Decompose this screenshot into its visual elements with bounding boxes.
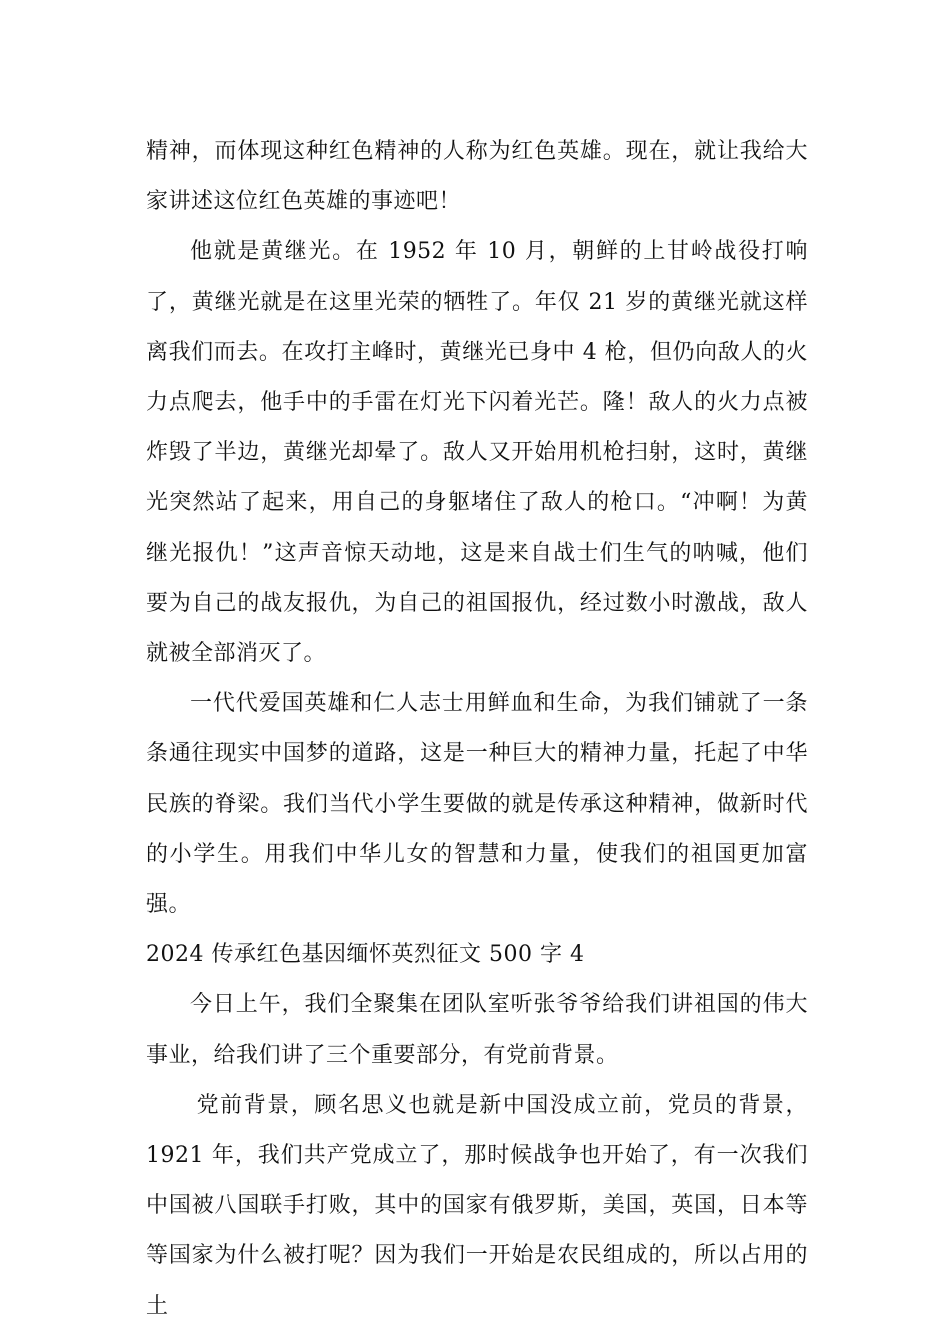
paragraph-party-background: 党前背景，顾名思义也就是新中国没成立前，党员的背景，1921 年，我们共产党成立了，那时候战争也开始了，有一次我们中国被八国联手打败，其中的国家有俄罗斯，美国，英国，日本等等国家为什么被打呢？因为我们一开始是农民组成的，所以占用的土: [146, 1092, 808, 1319]
paragraph-team-room-lecture: 今日上午，我们全聚集在团队室听张爷爷给我们讲祖国的伟大事业，给我们讲了三个重要部分，有党前背景。: [146, 992, 808, 1068]
essay-heading: 2024 传承红色基因缅怀英烈征文 500 字 4: [146, 942, 585, 968]
paragraph-huang-jiguang-story: 他就是黄继光。在 1952 年 10 月，朝鲜的上甘岭战役打响了，黄继光就是在这里光荣的牺牲了。年仅 21 岁的黄继光就这样离我们而去。在攻打主峰时，黄继光已身中 4 枪，但仍向敌人的火力点爬去，他手中的手雷在灯光下闪着光芒。隆！敌人的火力点被炸毁了半边，黄继光却晕了。敌人又开始用机枪扫射，这时，黄继光突然站了起来，用自己的身躯堵住了敌人的枪口。“冲啊！为黄继光报仇！”这声音惊天动地，这是来自战士们生气的呐喊，他们要为自己的战友报仇，为自己的祖国报仇，经过数小时激战，敌人就被全部消灭了。: [146, 239, 808, 667]
paragraph-intro-continuation: 精神，而体现这种红色精神的人称为红色英雄。现在，就让我给大家讲述这位红色英雄的事迹吧！: [146, 139, 808, 215]
paragraph-patriotic-heroes: 一代代爱国英雄和仁人志士用鲜血和生命，为我们铺就了一条条通往现实中国梦的道路，这是一种巨大的精神力量，托起了中华民族的脊梁。我们当代小学生要做的就是传承这种精神，做新时代的小学生。用我们中华儿女的智慧和力量，使我们的祖国更加富强。: [146, 691, 808, 918]
document-body: [146, 127, 808, 1332]
